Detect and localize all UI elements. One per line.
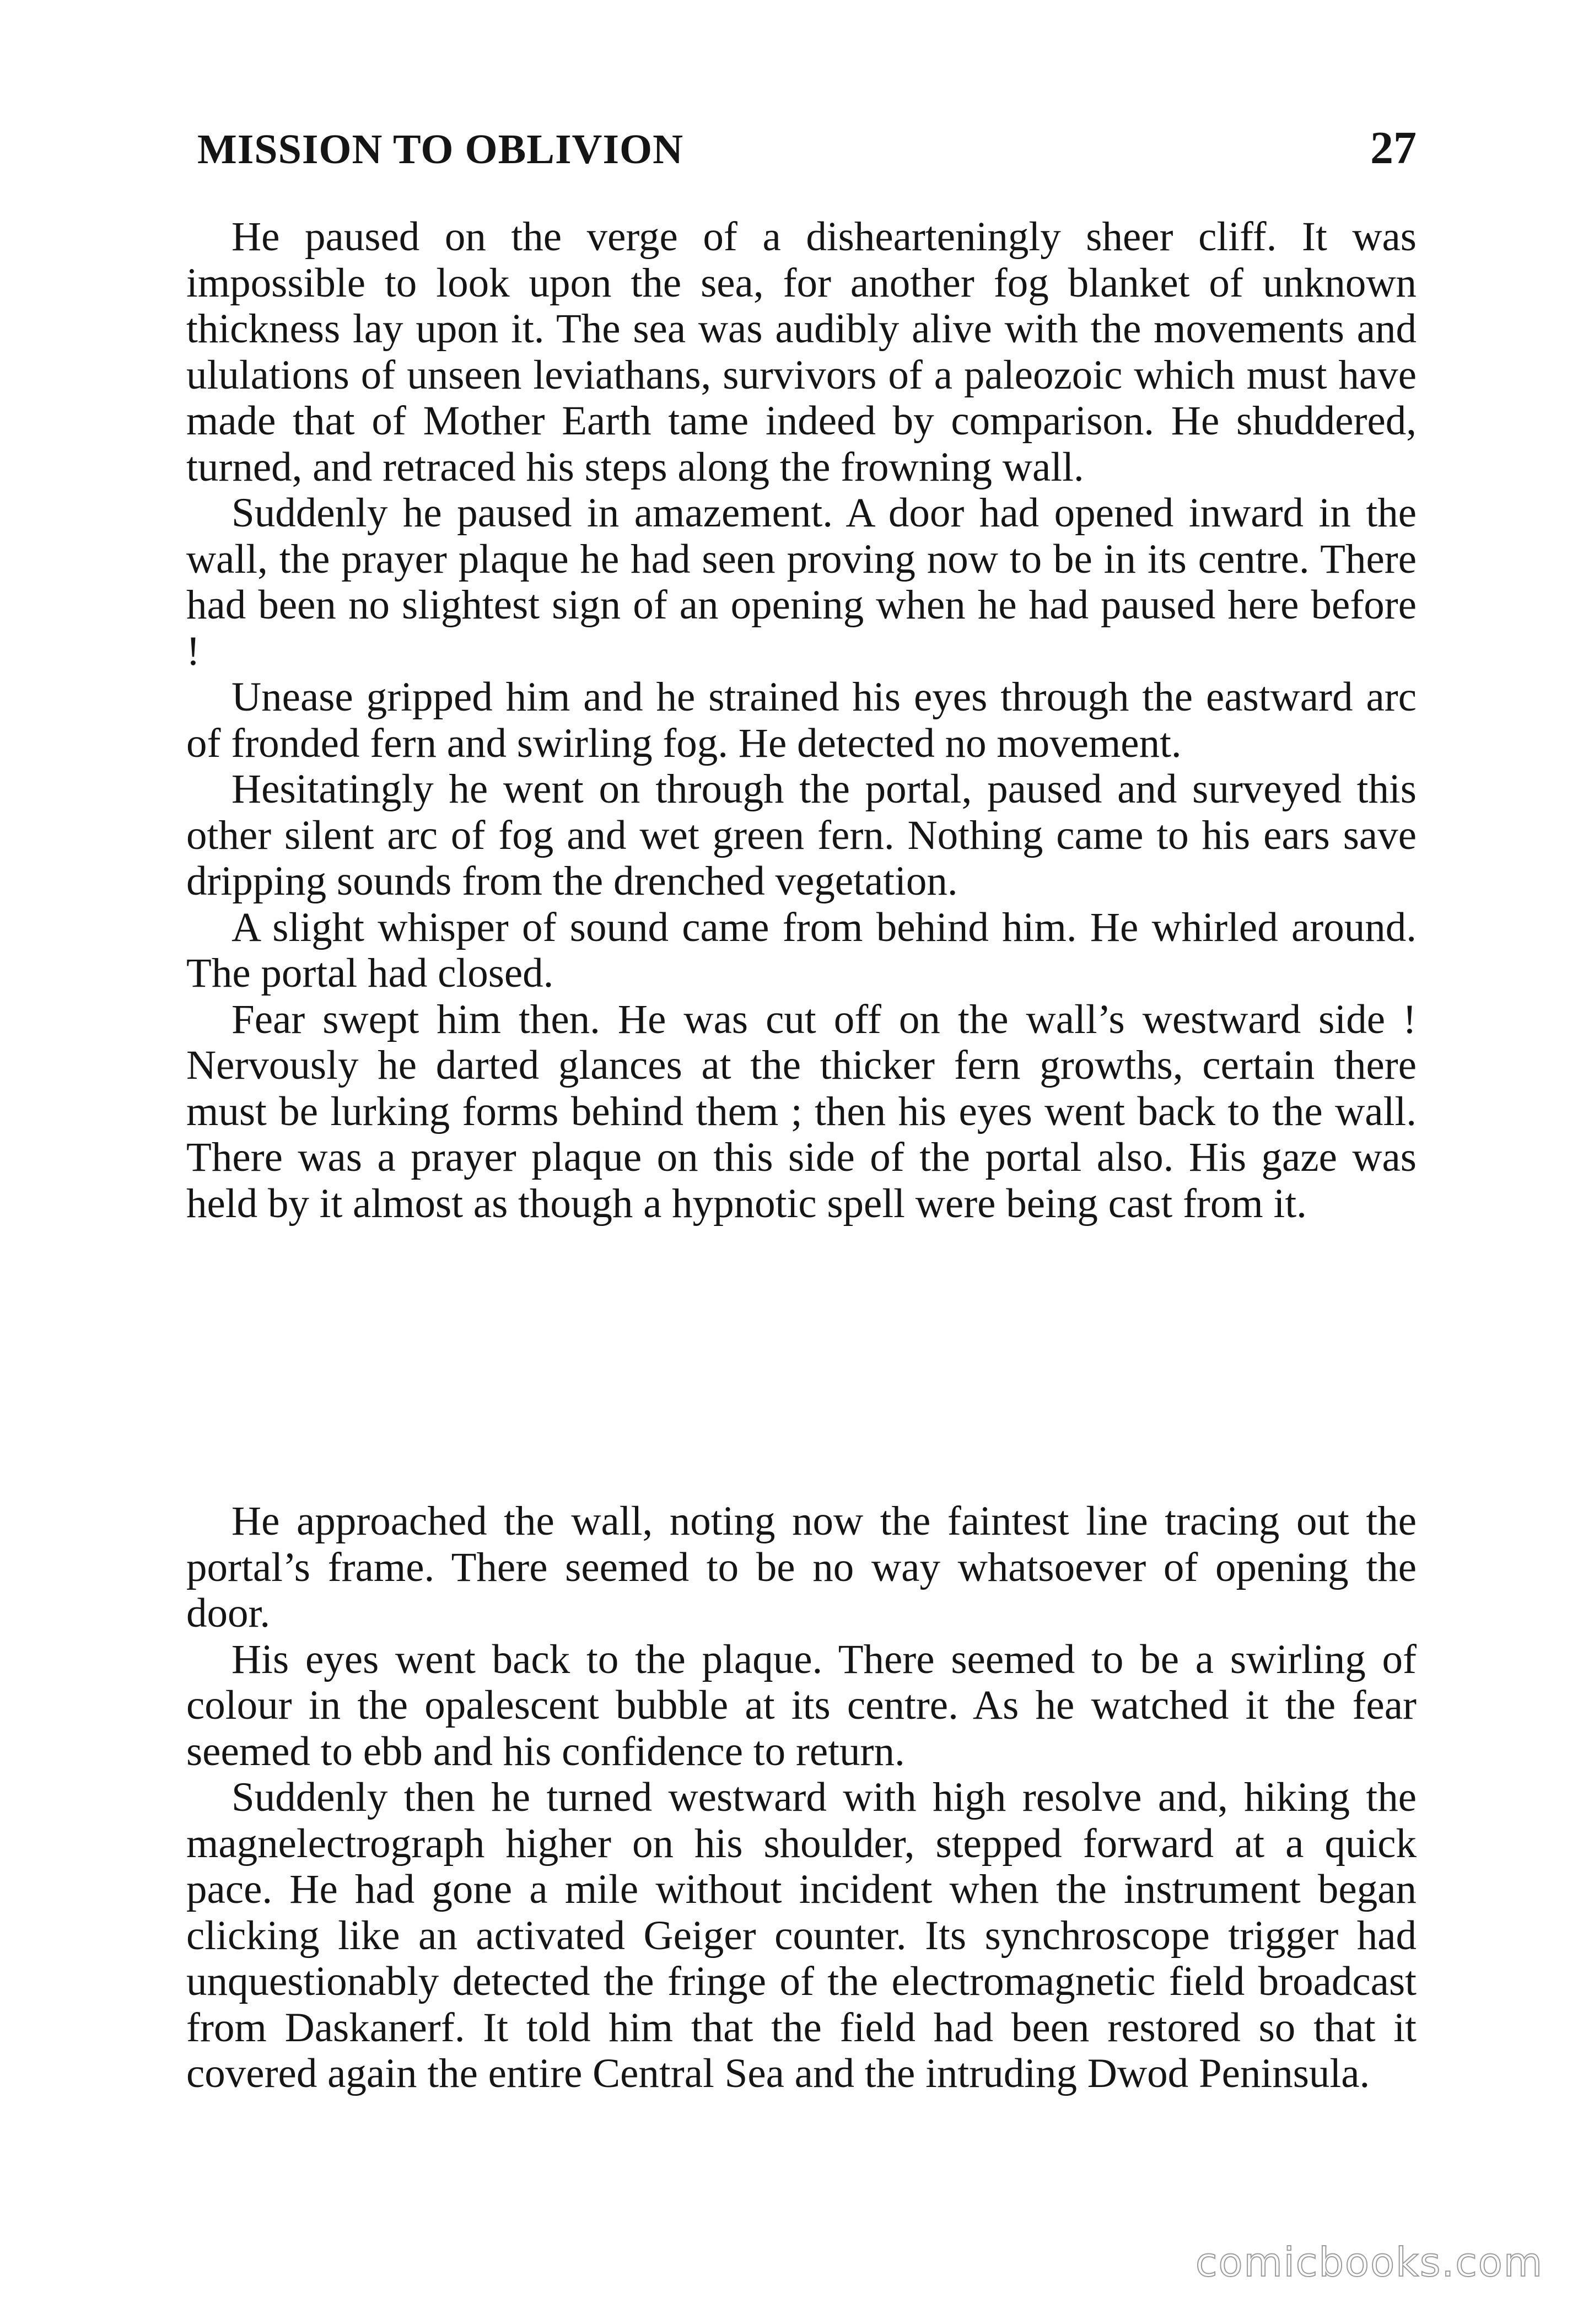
watermark-logo: comicbooks.com xyxy=(1195,2239,1543,2285)
paragraph: He approached the wall, noting now the faintest line tracing out the portal’s frame. There seemed to be no way whatsoever of opening the door. xyxy=(186,1498,1417,1636)
paragraph: Fear swept him then. He was cut off on the wall’s westward side ! Nervously he darted glances at the thicker fern growths, certain there must be lurking forms behind them ; then his eyes went back to the wall. There was a prayer plaque on this side of the portal also. His gaze was held by it almost as though a hypnotic spell were being cast from it. xyxy=(186,996,1417,1226)
running-head xyxy=(197,121,1417,182)
running-title: MISSION TO OBLIVION xyxy=(197,126,684,173)
paragraph: His eyes went back to the plaque. There seemed to be a swirling of colour in the opalescent bubble at its centre. As he watched it the fear seemed to ebb and his confidence to return. xyxy=(186,1636,1417,1774)
paragraph: He paused on the verge of a dishearteningly sheer cliff. It was impossible to look upon the sea, for another fog blanket of unknown thickness lay upon it. The sea was audibly alive with the movements and ululations of unseen leviathans, survivors of a paleozoic which must have made that of Mother Earth tame indeed by comparison. He shuddered, turned, and retraced his steps along the frowning wall. xyxy=(186,214,1417,490)
paragraph: Unease gripped him and he strained his eyes through the eastward arc of fronded fern and swirling fog. He detected no movement. xyxy=(186,674,1417,766)
page-number: 27 xyxy=(1370,122,1417,174)
paragraph: A slight whisper of sound came from behind him. He whirled around. The portal had closed. xyxy=(186,904,1417,996)
text-section-2 xyxy=(186,1498,1417,2097)
paragraph: Suddenly he paused in amazement. A door had opened inward in the wall, the prayer plaque he had seen proving now to be in its centre. There had been no slightest sign of an opening when he had paused here before ! xyxy=(186,490,1417,674)
paragraph: Hesitatingly he went on through the portal, paused and surveyed this other silent arc of fog and wet green fern. Nothing came to his ears save dripping sounds from the drenched vegetation. xyxy=(186,766,1417,904)
paragraph: Suddenly then he turned westward with high resolve and, hiking the magnelectrograph higher on his shoulder, stepped forward at a quick pace. He had gone a mile without incident when the instrument began clicking like an activated Geiger counter. Its synchroscope trigger had unquestionably detected the fringe of the electromagnetic field broadcast from Daskanerf. It told him that the field had been restored so that it covered again the entire Central Sea and the intruding Dwod Peninsula. xyxy=(186,1774,1417,2096)
text-section-1 xyxy=(186,214,1417,1226)
